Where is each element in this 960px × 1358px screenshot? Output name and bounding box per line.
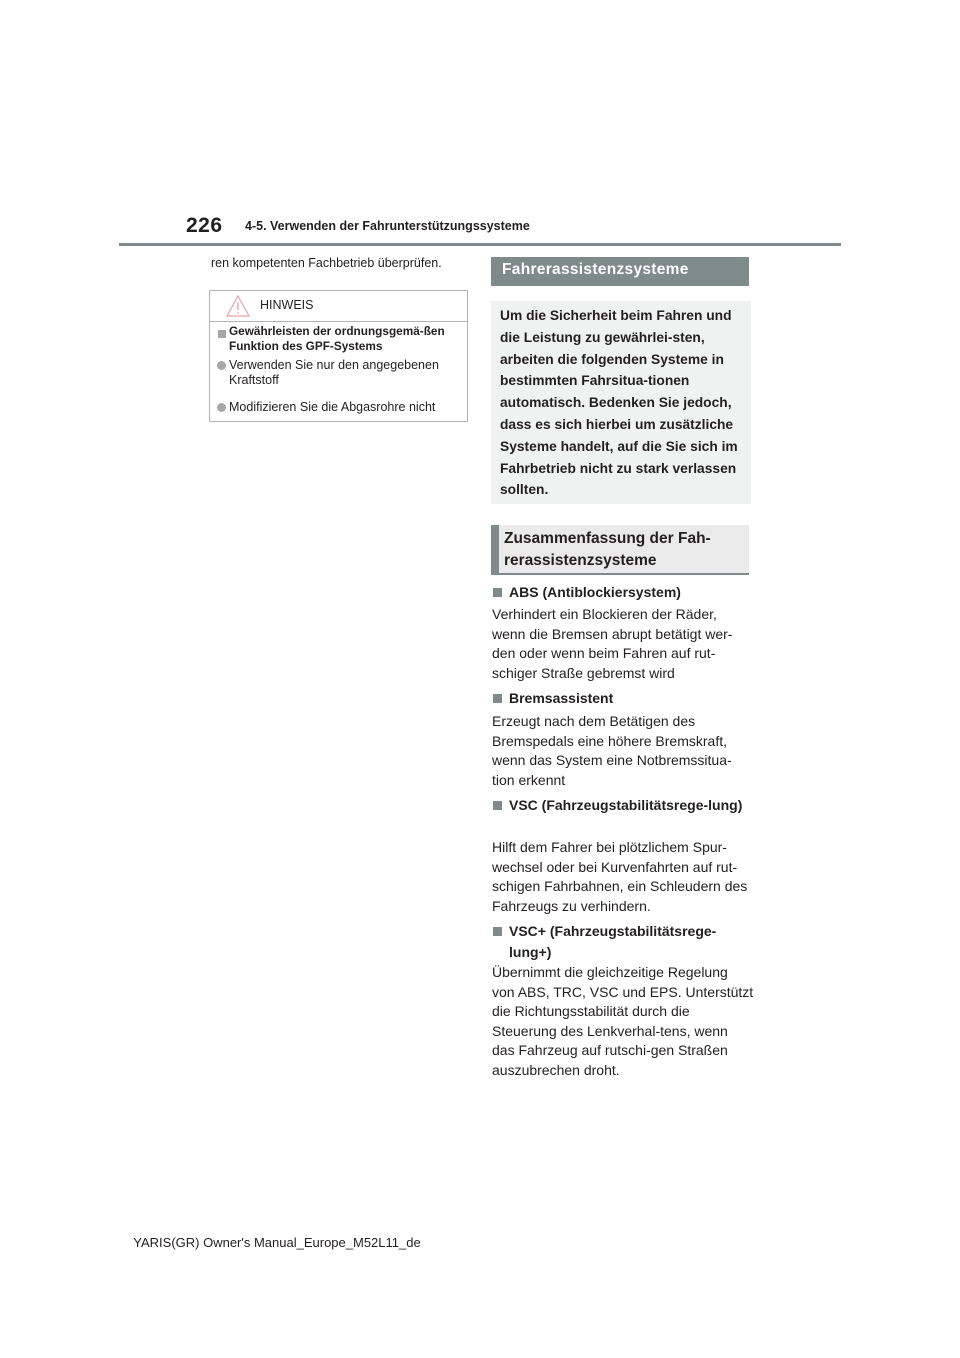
square-bullet-icon [493,694,502,703]
section-heading-text: Fahrerassistenzsysteme [502,261,689,278]
header-rule [119,243,841,246]
subheading [491,525,749,575]
item-body: Hilft dem Fahrer bei plötzlichem Spur-wechsel oder bei Kurvenfahrten auf rut-schigen Fahrbahnen, ein Schleudern des Fahrzeugs zu verhindern. [492,839,748,914]
section-heading [491,257,749,286]
item-title: VSC (Fahrzeugstabilitätsrege-lung) [509,797,743,813]
item-body: Übernimmt die gleichzeitige Regelung von ABS, TRC, VSC und EPS. Unterstützt die Richtungsstabilität durch die Steuerung des Lenkverhal-tens, wenn das Fahrzeug auf rutschi-gen Straßen auszubrechen droht. [492,964,754,1078]
item-title: Bremsassistent [509,690,614,706]
footer [0,1235,960,1250]
notice-heading: Gewährleisten der ordnungsgemä-ßen Funktion des GPF-Systems [229,324,445,353]
notice-item: Verwenden Sie nur den angegebenen Kraftstoff [229,358,439,387]
notice-label: HINWEIS [260,298,314,312]
round-bullet-icon [217,361,226,370]
item-body: Verhindert ein Blockieren der Räder, wenn die Bremsen abrupt betätigt wer-den oder wenn beim Fahren auf rut-schiger Straße gebremst wird [492,606,733,681]
notice-box [209,290,468,422]
intro-text: Um die Sicherheit beim Fahren und die Leistung zu gewährlei-sten, arbeiten die folgenden Systeme in bestimmten Fahrsitua-tionen automatisch. Bedenken Sie jedoch, dass es sich hierbei um zusätzliche Systeme handelt, auf die Sie sich im Fahrbetrieb nicht zu stark verlassen sollten. [500,308,738,498]
continuation-text: ren kompetenten Fachbetrieb überprüfen. [211,256,442,270]
intro-box [491,301,751,504]
square-bullet-icon [493,801,502,810]
subheading-text: Zusammenfassung der Fah-rerassistenzsysteme [504,530,711,569]
page-number: 226 [186,214,223,237]
notice-header [210,291,467,322]
item-body: Erzeugt nach dem Betätigen des Bremspedals eine höhere Bremskraft, wenn das System eine Notbremssitua-tion erkennt [492,713,732,788]
round-bullet-icon [217,403,226,412]
footer-text: YARIS(GR) Owner's Manual_Europe_M52L11_de [133,1235,421,1250]
square-bullet-icon [493,927,502,936]
notice-item: Modifizieren Sie die Abgasrohre nicht [229,400,436,414]
item-title: VSC+ (Fahrzeugstabilitätsrege-lung+) [509,923,717,960]
square-bullet-icon [493,588,502,597]
warning-triangle-icon [225,294,251,318]
square-bullet-icon [218,330,226,338]
section-title: 4-5. Verwenden der Fahrunterstützungssysteme [245,219,530,233]
item-title: ABS (Antiblockiersystem) [509,584,681,600]
